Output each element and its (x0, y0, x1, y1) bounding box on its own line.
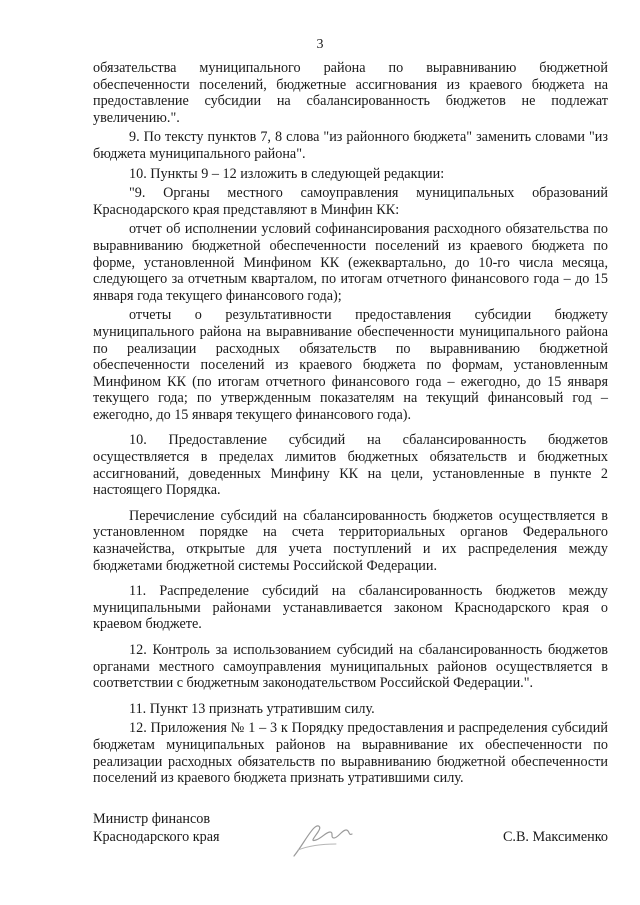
paragraph-8: Перечисление субсидий на сбалансированность бюджетов осуществляется в установленном порядке на счета территориальных органов Федерального казначейства, открытые для учета поступлений и их распределения между бюджетами бюджетной системы Российской Федерации. (93, 507, 608, 574)
page-number: 3 (316, 37, 324, 52)
signatory-name: С.В. Максименко (502, 829, 608, 845)
document-body (93, 60, 608, 790)
signatory-position-line-2: Краснодарского края (93, 829, 220, 845)
paragraph-2: 9. По тексту пунктов 7, 8 слова "из районного бюджета" заменить словами "из бюджета муниципального района". (93, 129, 608, 162)
paragraph-9: 11. Распределение субсидий на сбалансированность бюджетов между муниципальными районами устанавливается законом Краснодарского края о краевом бюджете. (93, 583, 608, 633)
paragraph-1: обязательства муниципального района по выравниванию бюджетной обеспеченности поселений, бюджетные ассигнования из краевого бюджета на предоставление субсидии на сбалансированность бюджетов не подлежат увеличению.". (93, 60, 608, 126)
signatory-position (93, 810, 220, 846)
paragraph-5: отчет об исполнении условий софинансирования расходного обязательства по выравниванию бюджетной обеспеченности поселений из краевого бюджета по форме, установленной Минфином КК (ежеквартально, до 10-го числа месяца, следующего за отчетным кварталом, по итогам отчетного финансового года – до 15 января года текущего финансового года); (93, 221, 608, 304)
paragraph-6: отчеты о результативности предоставления субсидии бюджету муниципального района на выравнивание обеспеченности муниципального района по реализации расходных обязательств по выравниванию бюджетной обеспеченности поселений из краевого бюджета по формам, установленным Минфином КК (по итогам отчетного финансового года – ежегодно, до 15 января текущего года; по утвержденным показателям на текущий финансовый год – ежегодно, до 15 января текущего финансового года). (93, 307, 608, 423)
paragraph-12: 12. Приложения № 1 – 3 к Порядку предоставления и распределения субсидий бюджетам муниципальных районов на выравнивание их обеспеченности по реализации расходных обязательств по выравниванию бюджетной обеспеченности поселений из краевого бюджета признать утратившими силу. (93, 720, 608, 787)
signatory-position-line-1: Министр финансов (93, 811, 211, 827)
paragraph-4: "9. Органы местного самоуправления муниципальных образований Краснодарского края представляют в Минфин КК: (93, 185, 608, 218)
paragraph-11: 11. Пункт 13 признать утратившим силу. (129, 700, 375, 717)
paragraph-7: 10. Предоставление субсидий на сбалансированность бюджетов осуществляется в пределах лимитов бюджетных обязательств и бюджетных ассигнований, доведенных Минфину КК на цели, установленные в пункте 2 настоящего Порядка. (93, 432, 608, 499)
paragraph-3: 10. Пункты 9 – 12 изложить в следующей редакции: (129, 165, 445, 182)
handwritten-signature-icon (288, 816, 358, 860)
paragraph-10: 12. Контроль за использованием субсидий на сбалансированность бюджетов органами местного самоуправления муниципальных районов осуществляется в соответствии с бюджетным законодательством Российской Федерации.". (93, 642, 608, 692)
